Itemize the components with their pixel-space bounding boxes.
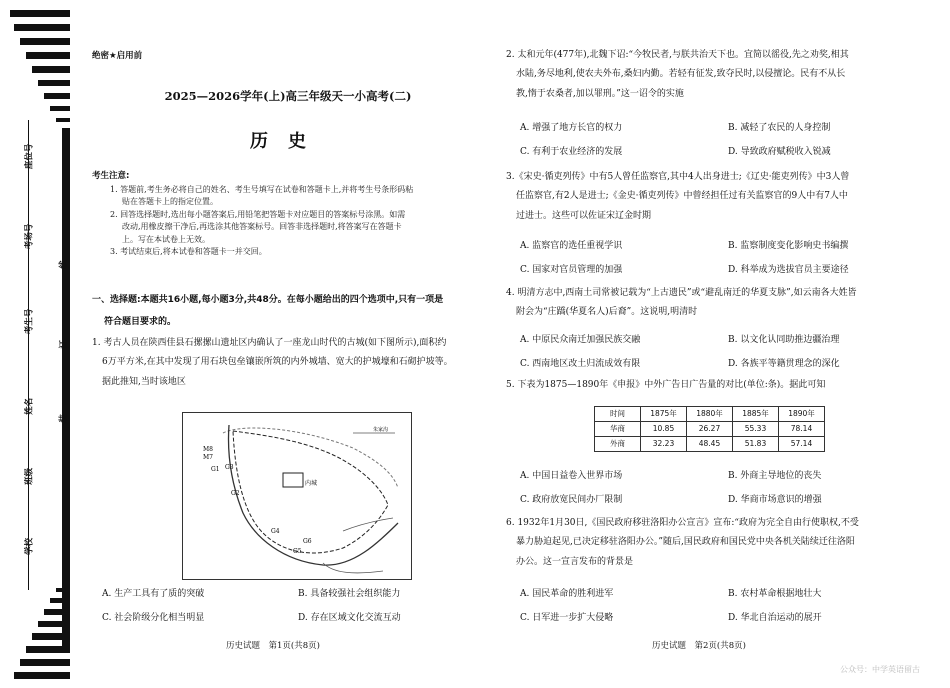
- watermark: 公众号：中学英语留古: [840, 665, 920, 674]
- map-label-m8: M8: [203, 446, 213, 453]
- option-b[interactable]: B. 外商主导地位的丧失: [728, 471, 822, 481]
- option-a[interactable]: A. 国民革命的胜利进军: [520, 589, 614, 599]
- cut-mark-bind: 订: [58, 340, 69, 349]
- notice-line: 贴在答题卡上的指定位置。: [122, 197, 218, 207]
- candidate-number-label: 考生号: [24, 308, 35, 335]
- option-a[interactable]: A. 中国日益卷入世界市场: [520, 471, 623, 481]
- table-cell: 华商: [595, 422, 641, 437]
- notice-title: 考生注意:: [92, 171, 130, 181]
- notice-line: 改动,用橡皮擦干净后,再选涂其他答案标号。回答非选择题时,将答案写在答题卡: [122, 222, 402, 232]
- binding-line: [28, 120, 29, 590]
- question-stem: 6万平方米,在其中发现了用石块包垒镶嵌所筑的内外城墙、宽大的护城壕和石砌护坡等。: [102, 357, 453, 368]
- subject-title: 历史: [250, 131, 326, 152]
- option-c[interactable]: C. 社会阶级分化相当明显: [102, 613, 205, 623]
- table-cell: 26.27: [687, 422, 733, 437]
- table-cell: 48.45: [687, 437, 733, 452]
- table-cell: 32.23: [641, 437, 687, 452]
- section-heading-line: 符合题目要求的。: [104, 316, 177, 327]
- option-c[interactable]: C. 日军进一步扩大侵略: [520, 613, 614, 623]
- option-d[interactable]: D. 华商市场意识的增强: [728, 495, 822, 505]
- notice-line: 3. 考试结束后,将本试卷和答题卡一并交回。: [110, 246, 267, 256]
- option-d[interactable]: D. 各族平等籍贯理念的深化: [728, 359, 840, 369]
- table-header-cell: 时间: [595, 407, 641, 422]
- question-stem: 任监察官,有2人是进士;《金史·循吏列传》中曾经担任过有关监察官的9人中有7人中: [516, 191, 848, 202]
- archaeology-map: [182, 412, 412, 580]
- question-1-options: [92, 588, 486, 628]
- option-a[interactable]: A. 生产工具有了质的突破: [102, 589, 205, 599]
- exam-room-label: 考场号: [24, 223, 35, 250]
- section-heading-line: 一、选择题:本题共16小题,每小题3分,共48分。在每小题给出的四个选项中,只有一项是: [92, 295, 444, 305]
- question-stem: 4. 明清方志中,西南土司常被记载为“上古遗民”或“避乱南迁的华夏支脉”,如云南各大姓皆: [506, 288, 857, 298]
- table-header-cell: 1875年: [641, 407, 687, 422]
- option-c[interactable]: C. 西南地区改土归流成效有限: [520, 359, 641, 369]
- map-label-inner-city: 内城: [305, 480, 318, 487]
- map-label-valley: 朱家沟: [373, 427, 389, 433]
- section-heading: [92, 290, 484, 333]
- table-cell: 外商: [595, 437, 641, 452]
- question-stem: 1. 考古人员在陕西佳县石摞摞山遗址区内确认了一座龙山时代的古城(如下图所示),面积约: [92, 338, 447, 348]
- option-b[interactable]: B. 监察制度变化影响史书编撰: [728, 241, 849, 251]
- option-a[interactable]: A. 增强了地方长官的权力: [520, 123, 623, 133]
- table-row: [595, 422, 825, 437]
- table-header-cell: 1885年: [733, 407, 779, 422]
- name-label: 姓名: [24, 397, 35, 415]
- map-label-g4: G4: [271, 528, 280, 535]
- map-label-g6: G6: [303, 538, 312, 545]
- option-d[interactable]: D. 华北自治运动的展开: [728, 613, 822, 623]
- table-row: [595, 437, 825, 452]
- question-stem: 过进士。这些可以佐证宋辽金时期: [516, 210, 652, 221]
- option-c[interactable]: C. 有利于农业经济的发展: [520, 147, 623, 157]
- table-cell: 78.14: [779, 422, 825, 437]
- map-label-g5: G5: [293, 548, 302, 555]
- notice-line: 1. 答题前,考生务必将自己的姓名、考生号填写在试卷和答题卡上,并将考生号条形码粘: [110, 185, 414, 194]
- notice-list: [100, 184, 482, 258]
- map-label-g1: G1: [211, 466, 220, 473]
- question-stem: 办公。这一宣言发布的背景是: [516, 556, 634, 567]
- option-a[interactable]: A. 监察官的选任重视学识: [520, 241, 623, 251]
- question-stem: 附会为“庄蹻(华夏名人)后裔”。这说明,明清时: [516, 307, 698, 318]
- question-5: [506, 376, 926, 395]
- table-cell: 57.14: [779, 437, 825, 452]
- option-b[interactable]: B. 具备较强社会组织能力: [298, 589, 401, 599]
- table-cell: 55.33: [733, 422, 779, 437]
- map-label-g2: G2: [231, 490, 240, 497]
- question-stem: 2. 太和元年(477年),北魏下诏:“今牧民者,与朕共治天下也。宜简以徭役,先之劝奖,相其: [506, 50, 849, 60]
- question-3-options: [506, 240, 926, 284]
- question-stem: 6. 1932年1月30日,《国民政府移驻洛阳办公宣言》宣布:“政府为完全自由行使职权,不受: [506, 518, 859, 528]
- question-stem: 教,惰于农桑者,加以罪刑。”这一诏令的实施: [516, 88, 684, 99]
- option-d[interactable]: D. 存在区域文化交流互动: [298, 613, 401, 623]
- binding-margin: [0, 0, 84, 688]
- page-footer-right: 历史试题 第2页(共8页): [652, 641, 746, 651]
- option-b[interactable]: B. 以文化认同助推边疆治理: [728, 335, 840, 345]
- question-1: [92, 334, 486, 392]
- exam-title: 2025—2026学年(上)高三年级天一小高考(二): [164, 89, 412, 103]
- school-label: 学校: [24, 537, 35, 555]
- table-header-cell: 1890年: [779, 407, 825, 422]
- question-2-options: [506, 122, 926, 166]
- question-4: [506, 284, 926, 323]
- option-d[interactable]: D. 科举成为选拔官员主要途径: [728, 265, 849, 275]
- question-stem: 暴力胁迫起见,已决定移驻洛阳办公。”随后,国民政府和国民党中央各机关陆续迁往洛阳: [516, 537, 855, 548]
- question-stem: 据此推知,当时该地区: [102, 376, 186, 387]
- seat-number-label: 座位号: [24, 143, 35, 170]
- option-a[interactable]: A. 中原民众南迁加强民族交融: [520, 335, 641, 345]
- question-6-options: [506, 588, 926, 632]
- question-6: [506, 514, 926, 572]
- cut-mark-staple: 装: [58, 414, 69, 423]
- notice-line: 上。写在本试卷上无效。: [122, 234, 210, 244]
- question-2: [506, 46, 926, 104]
- question-stem: 5. 下表为1875—1890年《申报》中外广告日广告量的对比(单位:条)。据此可知: [506, 380, 826, 390]
- option-c[interactable]: C. 政府放宽民间办厂限制: [520, 495, 623, 505]
- table-header-cell: 1880年: [687, 407, 733, 422]
- confidential-mark: 绝密★启用前: [92, 51, 143, 61]
- question-3: [506, 168, 926, 226]
- map-drawing: [183, 413, 411, 579]
- notice-line: 2. 回答选择题时,选出每小题答案后,用铅笔把答题卡对应题目的答案标号涂黑。如需: [110, 209, 406, 219]
- table-cell: 10.85: [641, 422, 687, 437]
- option-c[interactable]: C. 国家对官员管理的加强: [520, 265, 623, 275]
- map-label-m7: M7: [203, 454, 213, 461]
- page-footer-left: 历史试题 第1页(共8页): [226, 641, 320, 651]
- option-d[interactable]: D. 导致政府赋税收入锐减: [728, 147, 831, 157]
- option-b[interactable]: B. 减轻了农民的人身控制: [728, 123, 831, 133]
- question-4-options: [506, 334, 926, 378]
- option-b[interactable]: B. 农村革命根据地壮大: [728, 589, 822, 599]
- advertising-table: [594, 406, 825, 452]
- question-stem: 3.《宋史·循吏列传》中有5人曾任监察官,其中4人出身进士;《辽史·能吏列传》中3人曾: [506, 172, 850, 182]
- question-5-options: [506, 470, 926, 514]
- cut-mark-line: 线: [58, 260, 69, 269]
- question-stem: 水陆,务尽地利,使农夫外布,桑妇内勤。若轻有征发,致夺民时,以侵擅论。民有不从长: [516, 69, 846, 80]
- table-header-row: [595, 407, 825, 422]
- class-label: 班级: [24, 467, 35, 485]
- map-label-g3: G3: [225, 464, 234, 471]
- table-cell: 51.83: [733, 437, 779, 452]
